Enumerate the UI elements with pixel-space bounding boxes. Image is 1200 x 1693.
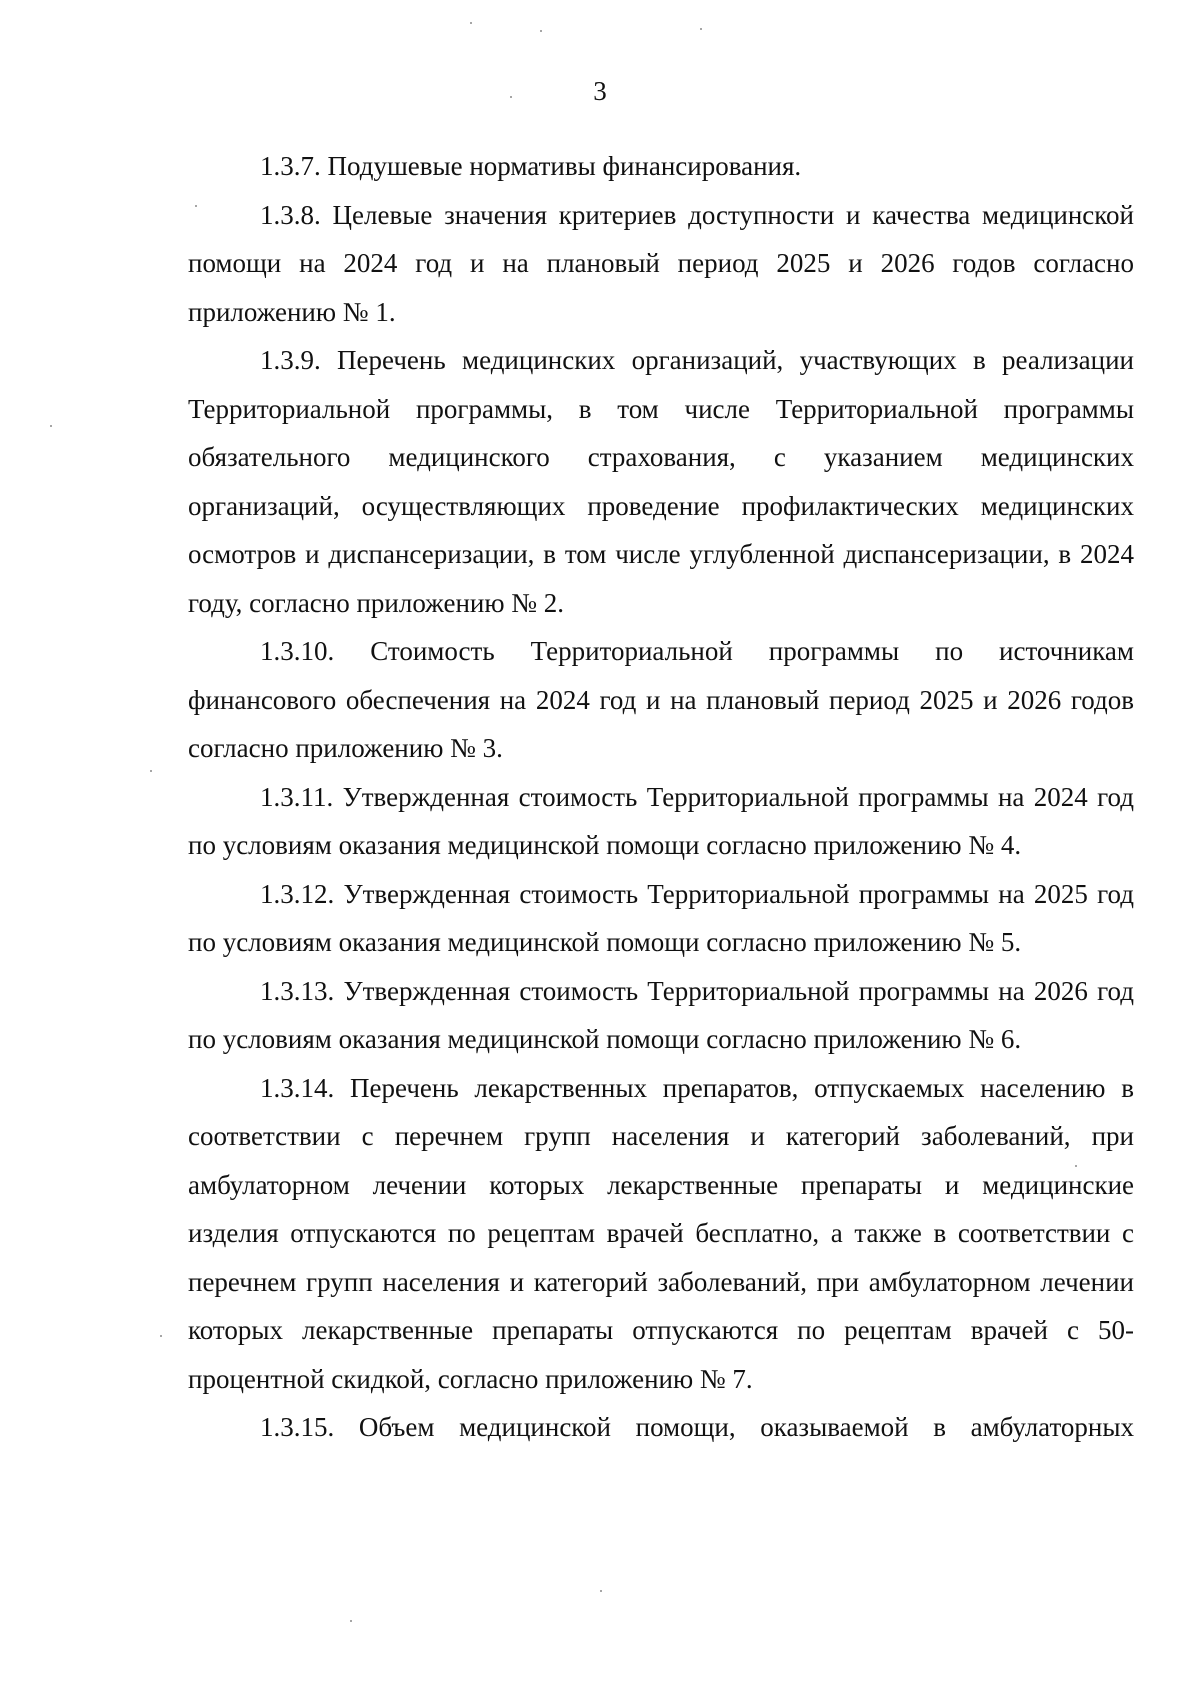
scan-speck bbox=[540, 30, 542, 32]
scan-speck bbox=[150, 770, 152, 772]
paragraph-1-3-15: 1.3.15. Объем медицинской помощи, оказываемой в амбулаторных bbox=[260, 1412, 1134, 1442]
paragraph-1-3-9: 1.3.9. Перечень медицинских организаций, участвующих в реализации Территориальной программы, в том числе Территориальной программы обязательного медицинского страхования, с указанием медицинских организаций, осуществляющих проведение профилактических медицинских осмотров и диспансеризации, в том числе углубленной диспансеризации, в 2024 году, согласно приложению № 2. bbox=[188, 345, 1134, 618]
paragraph-1-3-7: 1.3.7. Подушевые нормативы финансирования. bbox=[260, 151, 802, 181]
scan-speck bbox=[195, 205, 197, 207]
document-body bbox=[188, 142, 1134, 1452]
scan-speck bbox=[350, 1620, 352, 1622]
scan-speck bbox=[50, 425, 52, 427]
scan-speck bbox=[600, 1590, 602, 1592]
scan-speck bbox=[510, 96, 512, 98]
paragraph-1-3-12: 1.3.12. Утвержденная стоимость Территориальной программы на 2025 год по условиям оказания медицинской помощи согласно приложению № 5. bbox=[188, 878, 1134, 957]
paragraph-1-3-13: 1.3.13. Утвержденная стоимость Территориальной программы на 2026 год по условиям оказания медицинской помощи согласно приложению № 6. bbox=[188, 975, 1134, 1054]
scan-speck bbox=[160, 1335, 162, 1337]
scan-speck bbox=[470, 22, 472, 24]
scan-speck bbox=[1075, 1165, 1077, 1167]
page-number: 3 bbox=[593, 76, 607, 106]
paragraph-1-3-8: 1.3.8. Целевые значения критериев доступности и качества медицинской помощи на 2024 год и на плановый период 2025 и 2026 годов согласно приложению № 1. bbox=[188, 199, 1134, 327]
paragraph-1-3-11: 1.3.11. Утвержденная стоимость Территориальной программы на 2024 год по условиям оказания медицинской помощи согласно приложению № 4. bbox=[188, 781, 1134, 860]
paragraph-1-3-10: 1.3.10. Стоимость Территориальной программы по источникам финансового обеспечения на 2024 год и на плановый период 2025 и 2026 годов согласно приложению № 3. bbox=[188, 636, 1134, 763]
paragraph-1-3-14: 1.3.14. Перечень лекарственных препаратов, отпускаемых населению в соответствии с перечнем групп населения и категорий заболеваний, при амбулаторном лечении которых лекарственные препараты и медицинские изделия отпускаются по рецептам врачей бесплатно, а также в соответствии с перечнем групп населения и категорий заболеваний, при амбулаторном лечении которых лекарственные препараты отпускаются по рецептам врачей с 50-процентной скидкой, согласно приложению № 7. bbox=[188, 1072, 1134, 1394]
scan-speck bbox=[700, 28, 702, 30]
